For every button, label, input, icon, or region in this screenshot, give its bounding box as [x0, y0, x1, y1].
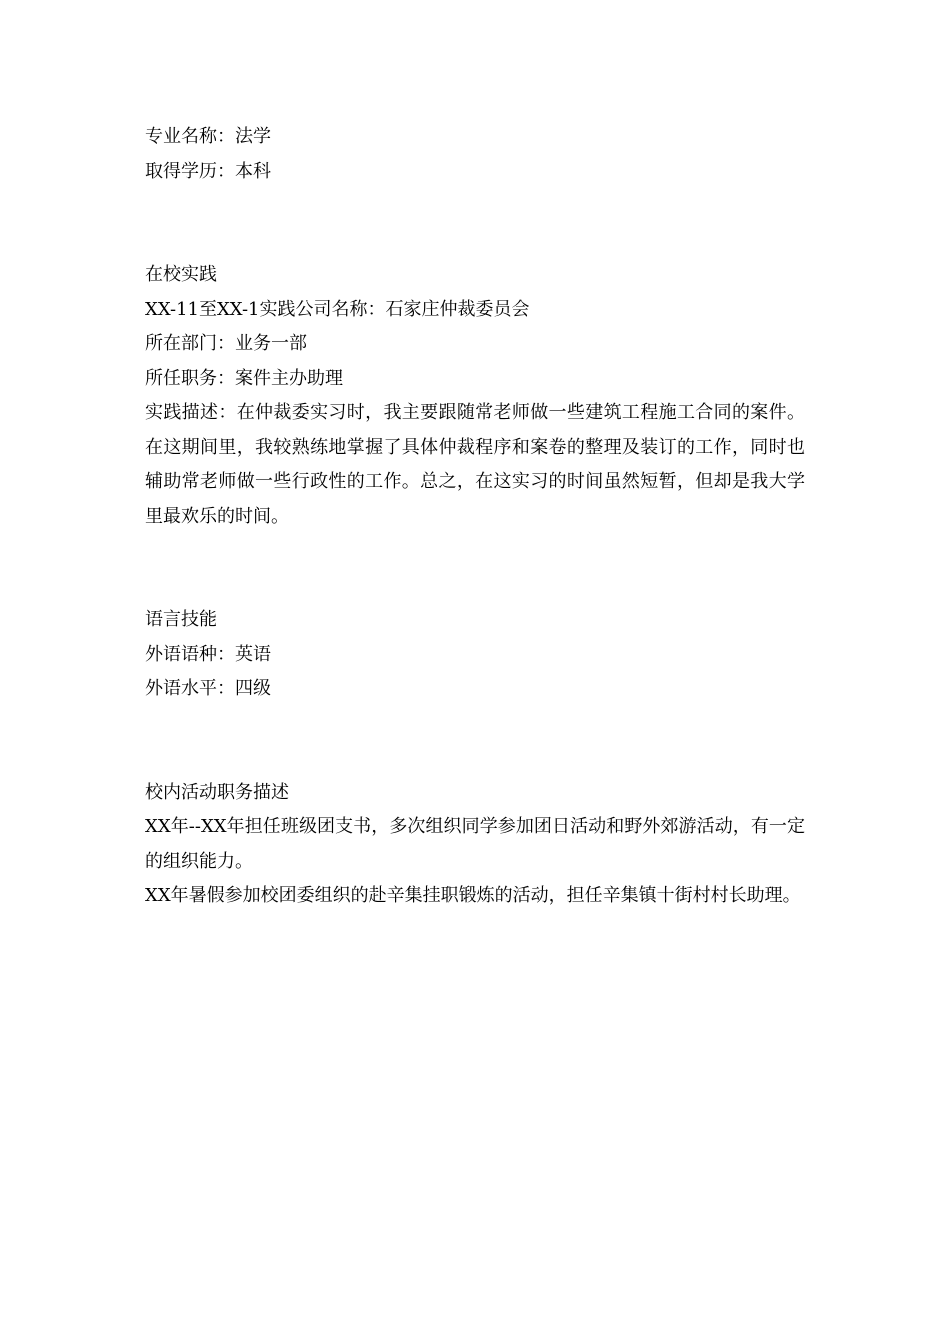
foreign-language-line: 外语语种：英语	[145, 643, 271, 665]
major-line: 专业名称：法学	[145, 126, 271, 147]
language-level-line: 外语水平：四级	[145, 678, 271, 699]
practice-position: 所任职务：案件主办助理	[145, 367, 343, 389]
campus-heading: 校内活动职务描述	[145, 781, 289, 803]
language-heading: 语言技能	[145, 609, 217, 630]
degree-line: 取得学历：本科	[145, 160, 271, 182]
practice-description: 实践描述：在仲裁委实习时，我主要跟随常老师做一些建筑工程施工合同的案件。在这期间里，我较熟练地掌握了具体仲裁程序和案卷的整理及装订的工作，同时也辅助常老师做一些行政性的工作。总之，在这实习的时间虽然短暂，但却是我大学里最欢乐的时间。	[145, 402, 805, 527]
section-spacer	[145, 707, 805, 776]
campus-activity-item: XX年--XX年担任班级团支书，多次组织同学参加团日活动和野外郊游活动，有一定的组织能力。	[145, 816, 805, 872]
practice-department: 所在部门：业务一部	[145, 333, 307, 354]
practice-heading: 在校实践	[145, 264, 217, 285]
practice-period-company: XX-11至XX-1实践公司名称：石家庄仲裁委员会	[145, 298, 530, 320]
section-spacer	[145, 189, 805, 258]
campus-activity-item: XX年暑假参加校团委组织的赴辛集挂职锻炼的活动，担任辛集镇十街村村长助理。	[145, 885, 801, 906]
resume-content	[145, 120, 805, 914]
section-spacer	[145, 534, 805, 603]
